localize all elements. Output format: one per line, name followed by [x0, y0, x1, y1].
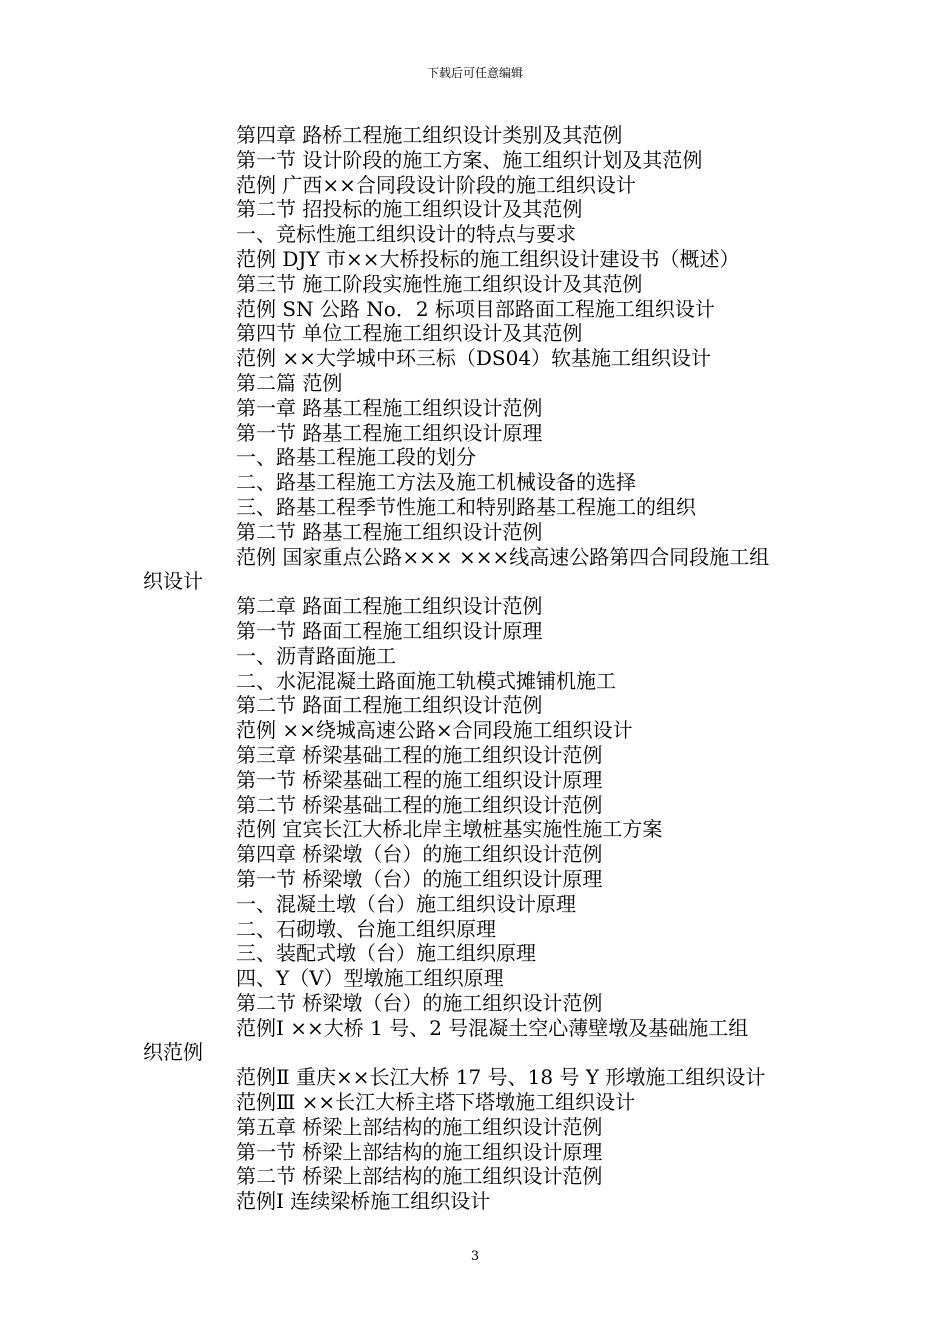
toc-line: 第三节 施工阶段实施性施工组织设计及其范例: [236, 271, 643, 296]
toc-line: 第二篇 范例: [236, 370, 343, 395]
toc-line: 三、路基工程季节性施工和特别路基工程施工的组织: [236, 494, 696, 519]
toc-line: 第四章 路桥工程施工组织设计类别及其范例: [236, 123, 623, 147]
toc-line: 三、装配式墩（台）施工组织原理: [236, 941, 536, 966]
toc-line: 一、路基工程施工段的划分: [236, 445, 476, 470]
toc-line: 第一节 路基工程施工组织设计原理: [236, 420, 543, 445]
toc-line: 二、路基工程施工方法及施工机械设备的选择: [236, 470, 636, 495]
page-number: 3: [470, 1249, 480, 1264]
toc-body: [143, 123, 823, 1214]
toc-line: 第一节 路面工程施工组织设计原理: [236, 618, 543, 643]
toc-line: 二、水泥混凝土路面施工轨模式摊铺机施工: [236, 668, 616, 693]
toc-line: 四、Y（V）型墩施工组织原理: [236, 966, 504, 991]
toc-line: 第一节 桥梁基础工程的施工组织设计原理: [236, 767, 603, 792]
toc-line: 范例Ⅰ 连续梁桥施工组织设计: [236, 1189, 491, 1214]
toc-line-continuation: 织设计: [143, 569, 203, 594]
toc-line: 第三章 桥梁基础工程的施工组织设计范例: [236, 742, 603, 767]
toc-line: 一、沥青路面施工: [236, 643, 396, 668]
toc-line: 第二节 路面工程施工组织设计范例: [236, 693, 543, 718]
toc-line: 范例Ⅰ ××大桥 1 号、2 号混凝土空心薄壁墩及基础施工组: [236, 1015, 749, 1040]
toc-line: 范例 ××绕城高速公路×合同段施工组织设计: [236, 718, 633, 743]
toc-line-continuation: 织范例: [143, 1040, 203, 1065]
toc-line: 第一节 桥梁墩（台）的施工组织设计原理: [236, 866, 603, 891]
toc-line: 第四章 桥梁墩（台）的施工组织设计范例: [236, 842, 603, 867]
toc-line: 范例 ××大学城中环三标（DS04）软基施工组织设计: [236, 346, 712, 371]
toc-line: 第二节 桥梁基础工程的施工组织设计范例: [236, 792, 603, 817]
toc-line: 第二章 路面工程施工组织设计范例: [236, 594, 543, 619]
toc-line: 范例 SN 公路 No．2 标项目部路面工程施工组织设计: [236, 296, 715, 321]
page-header: 下载后可任意编辑: [426, 66, 523, 80]
toc-line: 范例 DJY 市××大桥投标的施工组织设计建设书（概述）: [236, 246, 740, 271]
toc-line: 第二节 桥梁上部结构的施工组织设计范例: [236, 1164, 603, 1189]
toc-line: 第二节 招投标的施工组织设计及其范例: [236, 197, 583, 222]
toc-line: 第五章 桥梁上部结构的施工组织设计范例: [236, 1114, 603, 1139]
toc-line: 一、竞标性施工组织设计的特点与要求: [236, 222, 576, 247]
toc-line: 范例 国家重点公路××× ×××线高速公路第四合同段施工组: [236, 544, 770, 569]
toc-line: 第四节 单位工程施工组织设计及其范例: [236, 321, 583, 346]
toc-line: 范例Ⅱ 重庆××长江大桥 17 号、18 号 Y 形墩施工组织设计: [236, 1065, 766, 1090]
toc-line: 范例Ⅲ ××长江大桥主塔下塔墩施工组织设计: [236, 1090, 636, 1115]
toc-line: 第一节 设计阶段的施工方案、施工组织计划及其范例: [236, 147, 703, 172]
toc-line: 第二节 路基工程施工组织设计范例: [236, 519, 543, 544]
toc-line: 二、石砌墩、台施工组织原理: [236, 916, 496, 941]
toc-line: 第一节 桥梁上部结构的施工组织设计原理: [236, 1139, 603, 1164]
toc-line: 范例 广西××合同段设计阶段的施工组织设计: [236, 172, 636, 197]
toc-line: 第一章 路基工程施工组织设计范例: [236, 395, 543, 420]
toc-line: 第二节 桥梁墩（台）的施工组织设计范例: [236, 990, 603, 1015]
toc-line: 一、混凝土墩（台）施工组织设计原理: [236, 891, 576, 916]
toc-line: 范例 宜宾长江大桥北岸主墩桩基实施性施工方案: [236, 817, 663, 842]
